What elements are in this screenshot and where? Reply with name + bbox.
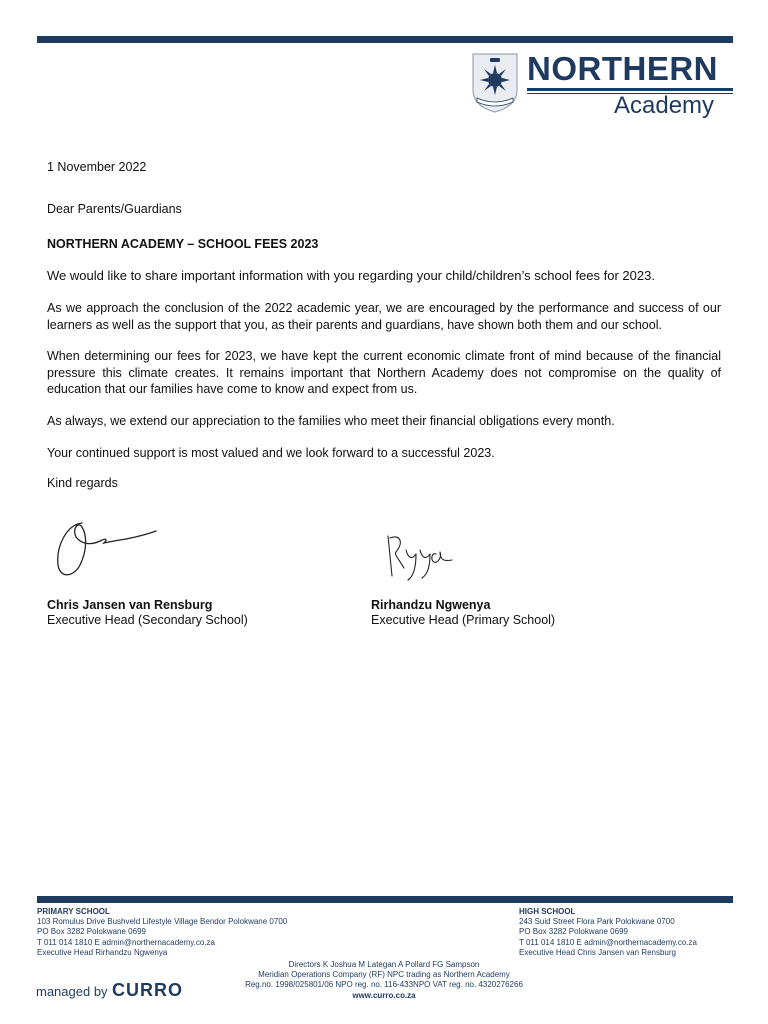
signatory-primary xyxy=(371,598,555,628)
footer-rule xyxy=(37,896,733,903)
brand-subtitle: Academy xyxy=(614,92,715,119)
signatory-title: Executive Head (Secondary School) xyxy=(47,613,248,627)
footer-contact: T 011 014 1810 E admin@northernacademy.co.za xyxy=(37,937,216,947)
brand-name: NORTHERN xyxy=(527,50,718,87)
footer-address: 103 Romulus Drive Bushveld Lifestyle Village Bendor Polokwane 0700 xyxy=(37,917,288,927)
paragraph: When determining our fees for 2023, we have kept the current economic climate front of mind because of the financial pressure this climate creates. It remains important that Northern Academy does not compromise on the quality of education that our families have come to know and expect from us. xyxy=(47,349,721,396)
curro-logo: CURRO xyxy=(112,980,184,1000)
footer-website-link[interactable]: www.curro.co.za xyxy=(352,990,416,1000)
school-logo xyxy=(470,52,735,122)
footer-exec-head: Executive Head Chris Jansen van Rensburg xyxy=(519,947,676,957)
closing: Kind regards xyxy=(47,476,118,490)
footer-company-info xyxy=(222,960,546,1001)
managed-by-curro xyxy=(36,980,183,1001)
paragraph: We would like to share important information with you regarding your child/children’s school fees for 2023. xyxy=(47,268,655,283)
brand-rule xyxy=(527,88,733,91)
paragraph: As we approach the conclusion of the 2022 academic year, we are encouraged by the performance and success of our learners as well as the support that you, as their parents and guardians, have shown both them and our school. xyxy=(47,301,721,332)
footer-directors: Directors K Joshua M Lategan A Pollard FG Sampson xyxy=(288,960,480,969)
footer-high-school xyxy=(519,907,697,958)
school-crest-icon xyxy=(470,52,520,114)
header-rule xyxy=(37,36,733,43)
footer-heading: HIGH SCHOOL xyxy=(519,907,576,916)
signatory-name: Chris Jansen van Rensburg xyxy=(47,598,213,612)
salutation: Dear Parents/Guardians xyxy=(47,202,182,216)
footer-exec-head: Executive Head Rirhandzu Ngwenya xyxy=(37,947,168,957)
signatory-name: Rirhandzu Ngwenya xyxy=(371,598,491,612)
signature-secondary-head xyxy=(52,515,162,581)
signatory-title: Executive Head (Primary School) xyxy=(371,613,556,627)
signature-primary-head xyxy=(382,532,462,584)
footer-heading: PRIMARY SCHOOL xyxy=(37,907,110,916)
paragraph: Your continued support is most valued and we look forward to a successful 2023. xyxy=(47,446,495,460)
footer-po-box: PO Box 3282 Polokwane 0699 xyxy=(519,927,628,937)
letter-date: 1 November 2022 xyxy=(47,160,147,174)
footer-contact: T 011 014 1810 E admin@northernacademy.co.za xyxy=(519,937,698,947)
letter-subject: NORTHERN ACADEMY – SCHOOL FEES 2023 xyxy=(47,237,319,251)
signatory-secondary xyxy=(47,598,248,628)
footer-primary-school xyxy=(37,907,287,958)
managed-by-label: managed by xyxy=(36,984,108,999)
footer-address: 243 Suid Street Flora Park Polokwane 0700 xyxy=(519,917,675,927)
footer-company: Meridian Operations Company (RF) NPC trading as Northern Academy xyxy=(258,970,510,980)
footer-registration: Reg.no. 1998/025801/06 NPO reg. no. 116-433NPO VAT reg. no. 4320276266 xyxy=(245,980,523,990)
paragraph: As always, we extend our appreciation to the families who meet their financial obligations every month. xyxy=(47,414,615,428)
footer-po-box: PO Box 3282 Polokwane 0699 xyxy=(37,927,146,937)
